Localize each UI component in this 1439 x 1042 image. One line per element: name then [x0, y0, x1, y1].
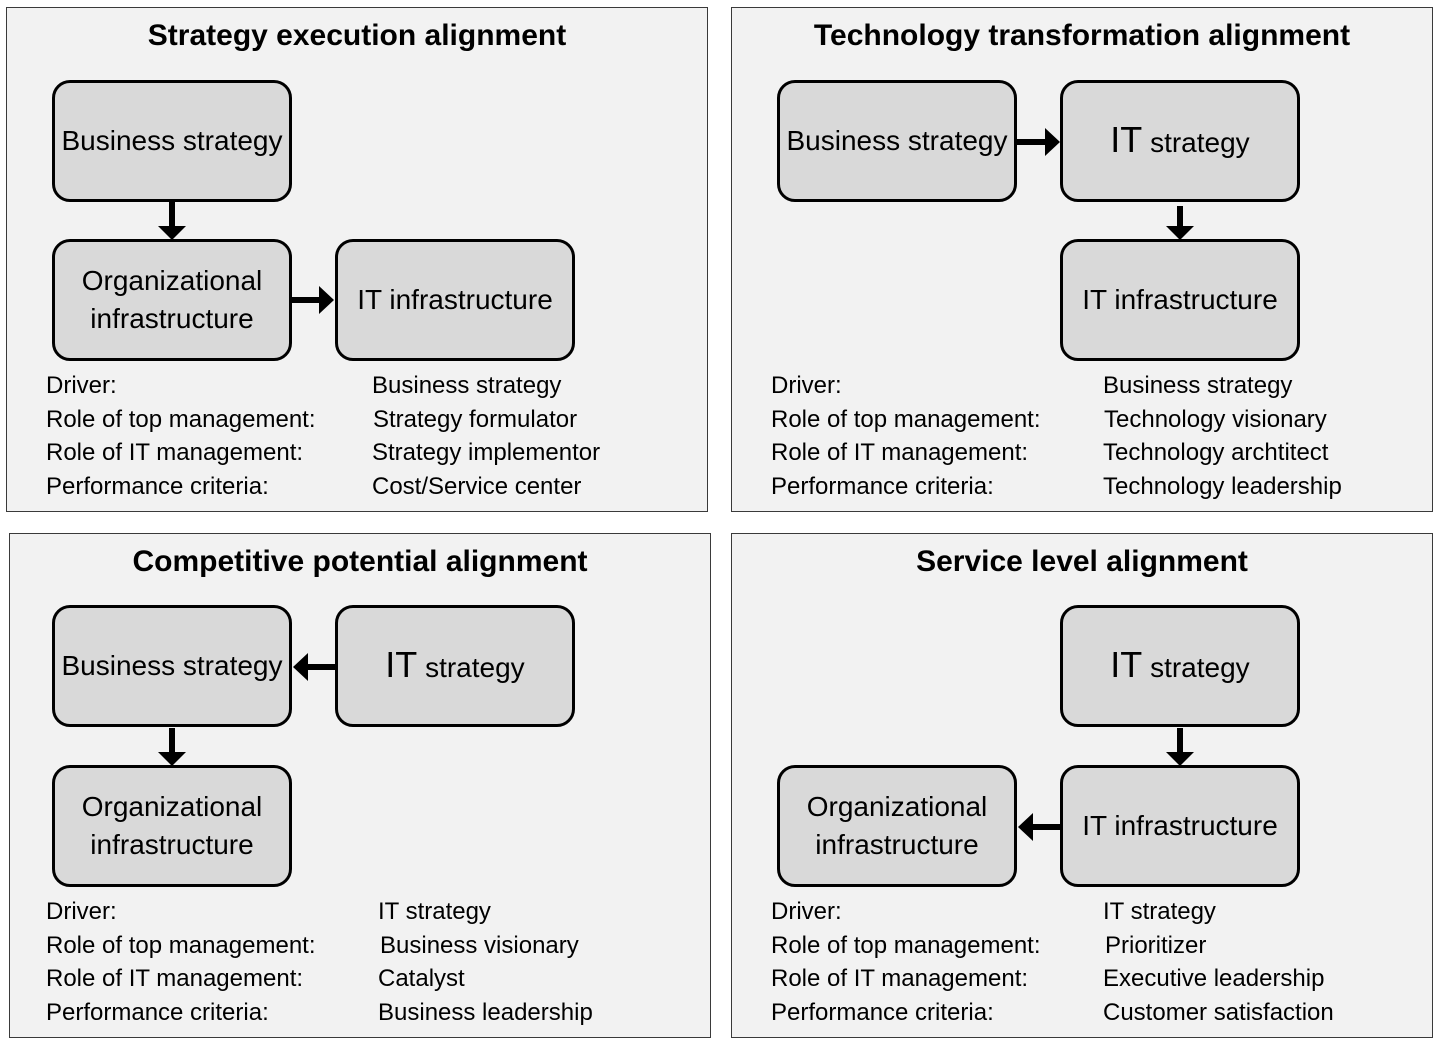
- box-label: Business strategy: [786, 125, 1008, 156]
- panel-title: Technology transformation alignment: [813, 19, 1351, 52]
- row-value: Business leadership: [378, 999, 593, 1027]
- it-prefix: IT: [385, 643, 418, 685]
- row-label: Role of IT management:: [46, 439, 304, 467]
- row-label: Role of IT management:: [771, 439, 1029, 467]
- panel-title: Service level alignment: [916, 545, 1248, 578]
- row-value: Strategy formulator: [373, 405, 578, 433]
- strategy-suffix: strategy: [1150, 651, 1250, 683]
- box-label: Business strategy: [61, 125, 283, 156]
- arrow-left-icon: [291, 644, 337, 690]
- row-value: Business visionary: [380, 931, 579, 959]
- row-label: Role of top management:: [771, 405, 1041, 433]
- row-label: Driver:: [46, 372, 117, 399]
- strategy-suffix: strategy: [425, 651, 525, 683]
- row-value: Catalyst: [378, 965, 465, 993]
- panel-technology-transformation: [731, 7, 1433, 512]
- it-infrastructure-box: [1060, 765, 1300, 887]
- organizational-infrastructure-box: [52, 765, 292, 887]
- panel-title: Competitive potential alignment: [132, 545, 588, 578]
- it-strategy-box: [1060, 605, 1300, 727]
- panel-service-level: [731, 533, 1433, 1038]
- box-label: [1110, 118, 1250, 162]
- box-label: Organizational infrastructure: [81, 791, 263, 860]
- row-label: Performance criteria:: [771, 999, 994, 1027]
- business-strategy-box: [52, 605, 292, 727]
- row-value: Technology visionary: [1104, 405, 1327, 433]
- row-value: Executive leadership: [1103, 965, 1325, 993]
- it-infrastructure-box: [335, 239, 575, 361]
- it-prefix: IT: [1110, 118, 1143, 160]
- row-value: IT strategy: [1103, 898, 1216, 925]
- row-label: Driver:: [771, 372, 842, 399]
- box-label: Business strategy: [61, 650, 283, 681]
- box-label: [1110, 643, 1250, 687]
- arrow-down-icon: [149, 728, 195, 774]
- strategy-suffix: strategy: [1150, 126, 1250, 158]
- panel-title: Strategy execution alignment: [147, 19, 567, 52]
- row-value: Business strategy: [372, 372, 562, 399]
- box-label: IT infrastructure: [357, 284, 553, 315]
- row-value: Prioritizer: [1105, 931, 1207, 959]
- row-label: Role of IT management:: [771, 965, 1029, 993]
- arrow-right-icon: [1017, 119, 1063, 165]
- box-label: Organizational infrastructure: [806, 791, 988, 860]
- business-strategy-box: [52, 80, 292, 202]
- row-label: Role of top management:: [46, 405, 316, 433]
- business-strategy-box: [777, 80, 1017, 202]
- panel-competitive-potential: [9, 533, 711, 1038]
- row-label: Driver:: [771, 898, 842, 925]
- it-strategy-box: [1060, 80, 1300, 202]
- row-label: Performance criteria:: [771, 473, 994, 501]
- organizational-infrastructure-box: [777, 765, 1017, 887]
- box-label: IT infrastructure: [1082, 810, 1278, 841]
- box-label: Organizational infrastructure: [81, 265, 263, 334]
- row-label: Performance criteria:: [46, 999, 269, 1027]
- it-infrastructure-box: [1060, 239, 1300, 361]
- arrow-down-icon: [1157, 728, 1203, 774]
- row-value: Strategy implementor: [372, 439, 601, 467]
- box-label: [385, 643, 525, 687]
- organizational-infrastructure-box: [52, 239, 292, 361]
- row-value: Business strategy: [1103, 372, 1293, 399]
- row-value: IT strategy: [378, 898, 491, 925]
- arrow-right-icon: [291, 277, 337, 323]
- it-prefix: IT: [1110, 643, 1143, 685]
- arrow-left-icon: [1016, 804, 1062, 850]
- row-value: Cost/Service center: [372, 473, 582, 501]
- box-label: IT infrastructure: [1082, 284, 1278, 315]
- panel-strategy-execution: [6, 7, 708, 512]
- arrow-down-icon: [1157, 206, 1203, 252]
- arrow-down-icon: [149, 202, 195, 248]
- row-label: Role of top management:: [46, 931, 316, 959]
- row-value: Technology leadership: [1103, 473, 1342, 501]
- row-label: Role of top management:: [771, 931, 1041, 959]
- row-label: Performance criteria:: [46, 473, 269, 501]
- row-label: Driver:: [46, 898, 117, 925]
- row-value: Technology archtitect: [1103, 439, 1329, 467]
- row-value: Customer satisfaction: [1103, 999, 1334, 1027]
- it-strategy-box: [335, 605, 575, 727]
- row-label: Role of IT management:: [46, 965, 304, 993]
